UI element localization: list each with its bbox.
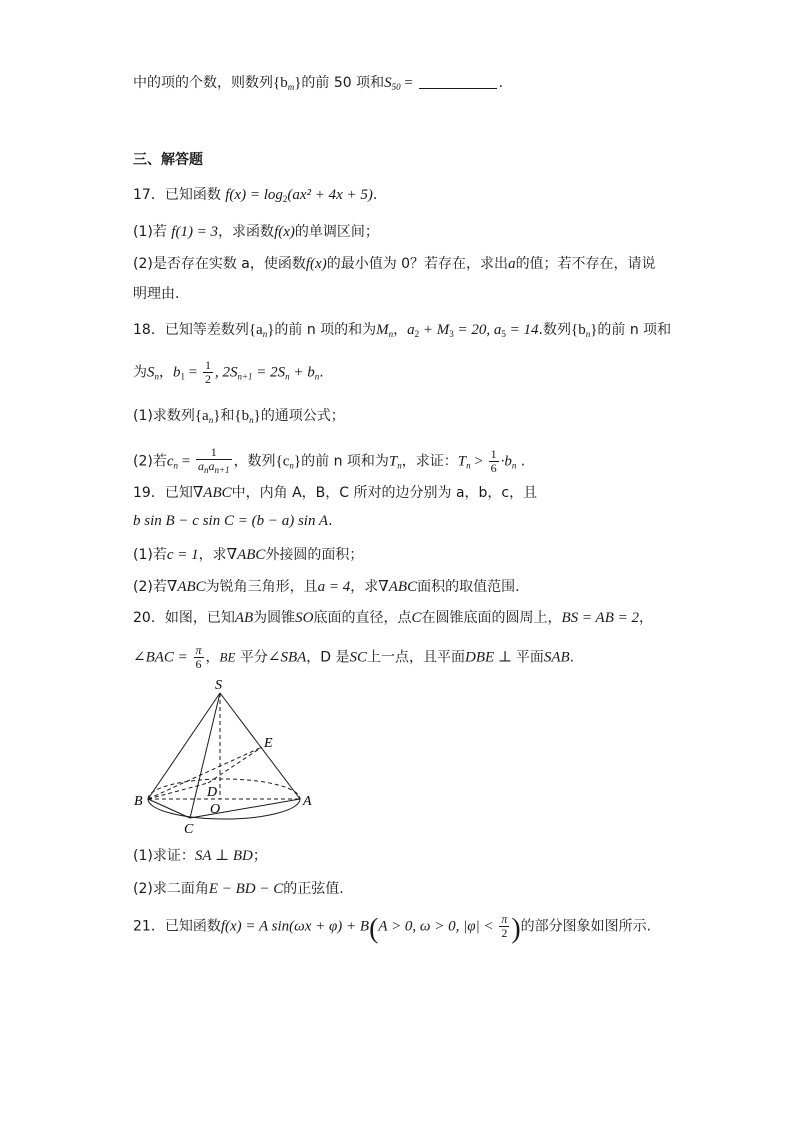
q21-stem: 21．已知函数f(x) = A sin(ωx + φ) + B(A > 0, ω > 0, |φ| < $\frac{\pi}{2}$ )的部分图象如图所示. bbox=[133, 912, 652, 945]
text: 中的项的个数，则数列 bbox=[133, 75, 273, 91]
edge-SB bbox=[148, 693, 220, 799]
q19-part2: (2)若∇ABC为锐角三角形，且a = 4，求∇ABC面积的取值范围. bbox=[133, 579, 520, 595]
q20-part1: (1)求证：SA ⊥ BD； bbox=[133, 848, 267, 864]
section-title: 三、解答题 bbox=[133, 152, 203, 168]
q18-stem-cont: 为$S_n$，$b_1$ = $\frac{1}{2}$ , $2S_{n+1} = 2S_n + b_n$. bbox=[133, 358, 324, 386]
q19-stem: 19．已知∇ABC中，内角 A，B，C 所对的边分别为 a，b，c，且 bbox=[133, 485, 538, 501]
q18-part2: (2)若$c_n$ = $\frac{1}{a_na_{n+1}}$ ，数列$\{c_n\}$的前 n 项和为$T_n$，求证：$T_n$ > $\frac{1}{6}$ $\cdot b_n$ . bbox=[133, 445, 526, 475]
continuation-line: 中的项的个数，则数列$\{b_m\}$的前 50 项和$S_{50}$ = . bbox=[133, 75, 504, 92]
q18-stem: 18．已知等差数列$\{a_n\}$的前 n 项的和为$M_n$，$a_2 + M_3 = 20$, $a_5 = 14$.数列$\{b_n\}$的前 n 项和 bbox=[133, 322, 672, 339]
q20-stem: 20．如图，已知AB为圆锥SO底面的直径，点C在圆锥底面的圆周上，BS = AB = 2， bbox=[133, 610, 653, 626]
q18-part1: (1)求数列$\{a_n\}$和$\{b_n\}$的通项公式； bbox=[133, 408, 345, 425]
q17-part2-cont: 明理由. bbox=[133, 286, 180, 302]
label-O: O bbox=[210, 802, 221, 817]
q20-stem-cont: ∠BAC = $\frac{\pi}{6}$ ，BE 平分∠SBA，D 是SC上一点，且平面DBE ⊥ 平面SAB. bbox=[133, 643, 575, 671]
fraction-one-half: $\frac{1}{2}$ bbox=[204, 358, 211, 386]
fraction-pi-sixth: $\frac{\pi}{6}$ bbox=[195, 643, 202, 671]
label-D: D bbox=[207, 785, 218, 800]
fraction-pi-half: $\frac{\pi}{2}$ bbox=[501, 912, 508, 940]
label-C: C bbox=[184, 822, 194, 837]
label-A: A bbox=[303, 794, 312, 809]
segment-DE bbox=[208, 747, 262, 783]
q17-part1: (1)若 f(1) = 3，求函数f(x)的单调区间； bbox=[133, 224, 379, 240]
label-B: B bbox=[134, 794, 143, 809]
sequence-b: {b bbox=[273, 75, 288, 91]
edge-CA bbox=[190, 799, 300, 818]
edge-BC bbox=[148, 799, 190, 818]
edge-SA bbox=[220, 693, 300, 799]
q19-stem-cont: b sin B − c sin C = (b − a) sin A. bbox=[133, 513, 333, 529]
label-E: E bbox=[264, 736, 273, 751]
q17-stem: 17．已知函数 $f(x) = \log_2(ax^2 + 4x + 5)$. bbox=[133, 187, 378, 204]
q17-part2: (2)是否存在实数 a，使函数f(x)的最小值为 0？若存在，求出a的值；若不存在，请说 bbox=[133, 256, 656, 272]
fraction-one-sixth: $\frac{1}{6}$ bbox=[490, 447, 497, 475]
q20-part2: (2)求二面角E − BD − C的正弦值. bbox=[133, 881, 344, 897]
answer-blank[interactable] bbox=[419, 74, 497, 89]
fraction-cn: $\frac{1}{a_na_{n+1}}$ bbox=[197, 445, 230, 475]
label-S: S bbox=[215, 678, 222, 693]
cone-figure bbox=[128, 675, 318, 840]
q19-part1: (1)若c = 1，求∇ABC外接圆的面积； bbox=[133, 547, 364, 563]
